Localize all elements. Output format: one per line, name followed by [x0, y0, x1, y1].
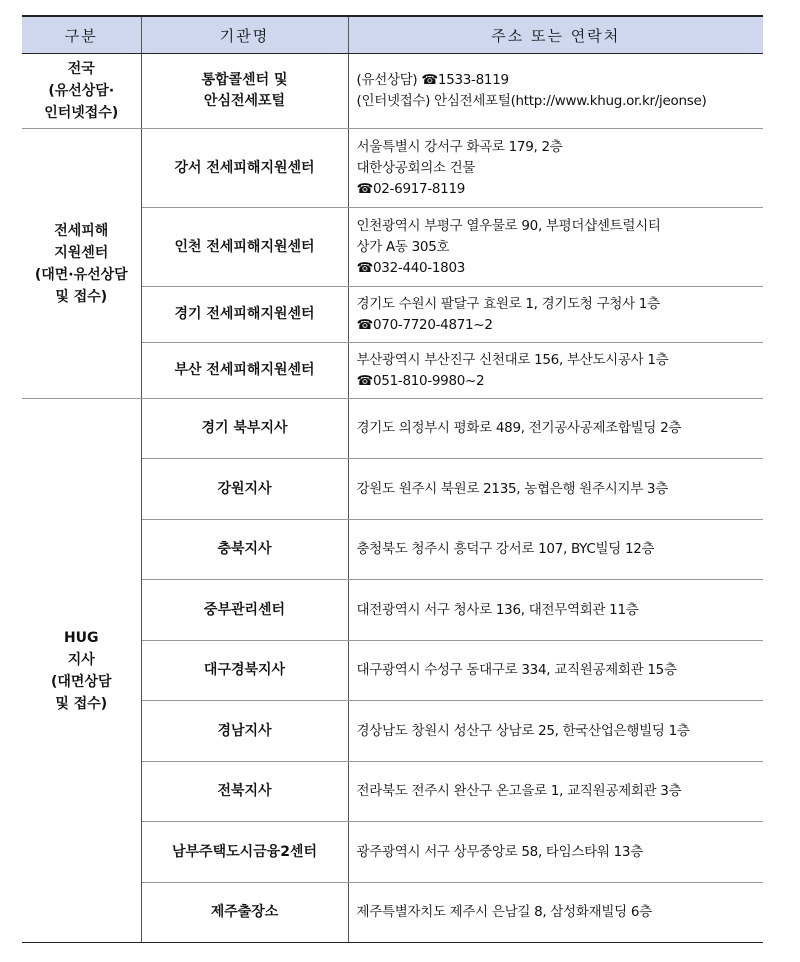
agency-name-cell: [141, 883, 348, 943]
address-contact-cell: [348, 762, 763, 822]
agency-name-line: 제주출장소: [210, 904, 279, 920]
agency-name-cell: [141, 822, 348, 883]
address-contact-cell: [348, 129, 763, 208]
agency-name-cell: [141, 343, 348, 399]
agency-name-line: 충북지사: [217, 541, 272, 557]
agency-name-cell: [141, 208, 348, 287]
address-line: 경기도 수원시 팔달구 효원로 1, 경기도청 구청사 1층: [356, 295, 660, 312]
address-line: (유선상담) ☎1533-8119: [356, 72, 509, 88]
agency-name-cell: [141, 762, 348, 822]
agency-name-line: 전북지사: [217, 783, 272, 799]
header-category: 구분: [22, 16, 141, 54]
agency-contact-table: [22, 15, 763, 943]
agency-name-cell: [141, 701, 348, 762]
category-line: 및 접수): [55, 695, 108, 712]
address-contact-cell: [348, 208, 763, 287]
address-line: 대구광역시 수성구 동대구로 334, 교직원공제회관 15층: [356, 662, 677, 678]
agency-name-cell: [141, 520, 348, 580]
address-contact-cell: [348, 459, 763, 520]
category-cell: [22, 129, 141, 399]
address-line: 대한상공회의소 건물: [356, 159, 476, 176]
agency-name-line: 경남지사: [217, 722, 272, 739]
address-line: 충청북도 청주시 흥덕구 강서로 107, BYC빌딩 12층: [356, 541, 655, 557]
address-contact-cell: [348, 822, 763, 883]
address-line: ☎02-6917-8119: [356, 180, 466, 197]
address-contact-cell: [348, 883, 763, 943]
category-cell: [22, 399, 141, 943]
address-contact-cell: [348, 287, 763, 343]
agency-name-line: 경기 북부지사: [201, 420, 288, 436]
agency-name-line: 부산 전세피해지원센터: [174, 362, 315, 378]
table-row: [22, 399, 763, 459]
agency-name-line: 통합콜센터 및: [201, 72, 288, 88]
address-line: 광주광역시 서구 상무중앙로 58, 타임스타워 13층: [356, 843, 643, 860]
address-line: (인터넷접수) 안심전세포털(http://www.khug.or.kr/jeonse): [356, 93, 707, 109]
address-line: ☎032-440-1803: [356, 259, 466, 276]
agency-name-cell: [141, 287, 348, 343]
address-line: 상가 A동 305호: [356, 238, 450, 255]
address-line: ☎051-810-9980~2: [356, 372, 485, 389]
category-line: 인터넷접수): [44, 105, 119, 121]
category-line: 전세피해: [54, 222, 109, 239]
address-line: 제주특별자치도 제주시 은남길 8, 삼성화재빌딩 6층: [356, 904, 652, 920]
category-line: (대면·유선상담: [34, 266, 128, 283]
category-line: 전국: [67, 61, 95, 77]
address-line: 경상남도 창원시 성산구 상남로 25, 한국산업은행빌딩 1층: [356, 722, 690, 739]
table-row: [22, 54, 763, 129]
category-line: HUG: [63, 629, 99, 646]
address-line: 강원도 원주시 북원로 2135, 농협은행 원주시지부 3층: [356, 480, 668, 497]
address-contact-cell: [348, 701, 763, 762]
address-contact-cell: [348, 580, 763, 641]
agency-name-cell: [141, 399, 348, 459]
address-line: 인천광역시 부평구 열우물로 90, 부평더샵센트럴시티: [356, 217, 661, 234]
header-agency-name: 기관명: [141, 16, 348, 54]
address-contact-cell: [348, 641, 763, 701]
category-line: (대면상담: [51, 673, 112, 690]
address-contact-cell: [348, 399, 763, 459]
agency-name-line: 중부관리센터: [203, 601, 286, 618]
agency-name-cell: [141, 580, 348, 641]
address-contact-cell: [348, 54, 763, 129]
agency-name-cell: [141, 54, 348, 129]
agency-name-cell: [141, 641, 348, 701]
agency-name-line: 경기 전세피해지원센터: [174, 306, 315, 322]
address-line: 전라북도 전주시 완산구 온고을로 1, 교직원공제회관 3층: [356, 783, 682, 799]
agency-name-line: 강서 전세피해지원센터: [174, 159, 315, 176]
agency-name-line: 남부주택도시금융2센터: [172, 843, 317, 860]
header-address-contact: 주소 또는 연락처: [348, 16, 763, 54]
address-contact-cell: [348, 343, 763, 399]
address-line: ☎070-7720-4871~2: [356, 316, 493, 333]
address-line: 대전광역시 서구 청사로 136, 대전무역회관 11층: [356, 601, 639, 618]
address-line: 부산광역시 부산진구 신천대로 156, 부산도시공사 1층: [356, 351, 669, 368]
address-contact-cell: [348, 520, 763, 580]
category-line: 지사: [67, 651, 95, 668]
address-line: 서울특별시 강서구 화곡로 179, 2층: [356, 138, 563, 155]
category-line: 및 접수): [55, 288, 108, 305]
address-line: 경기도 의정부시 평화로 489, 전기공사공제조합빌딩 2층: [356, 420, 682, 436]
category-cell: [22, 54, 141, 129]
agency-name-line: 인천 전세피해지원센터: [174, 238, 315, 255]
agency-name-cell: [141, 129, 348, 208]
category-line: 지원센터: [54, 244, 109, 261]
agency-name-line: 대구경북지사: [203, 662, 286, 678]
table-header-row: [22, 16, 763, 54]
agency-name-line: 강원지사: [217, 480, 272, 497]
table-row: [22, 129, 763, 208]
agency-name-line: 안심전세포털: [203, 93, 286, 109]
agency-name-cell: [141, 459, 348, 520]
category-line: (유선상담·: [48, 83, 115, 99]
